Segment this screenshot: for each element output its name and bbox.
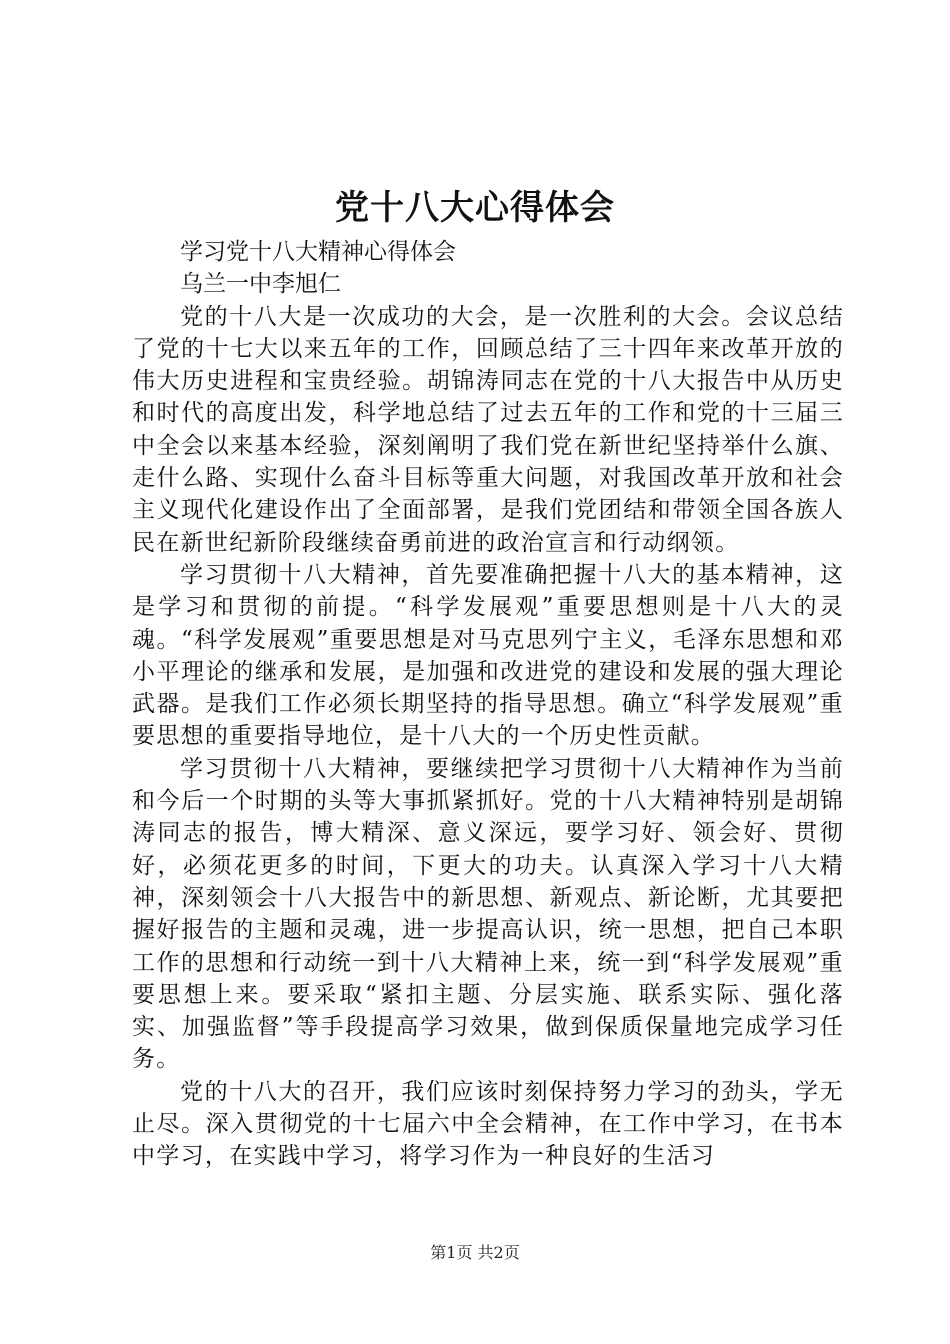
page-number-footer: 第1页 共2页 xyxy=(430,1243,520,1262)
body-paragraph-2: 学习贯彻十八大精神，首先要准确把握十八大的基本精神，这是学习和贯彻的前提。“科学发展观”重要思想则是十八大的灵魂。“科学发展观”重要思想是对马克思列宁主义，毛泽东思想和邓小平理论的继承和发展，是加强和改进党的建设和发展的强大理论武器。是我们工作必须长期坚持的指导思想。确立“科学发展观”重要思想的重要指导地位，是十八大的一个历史性贡献。 xyxy=(132,561,844,750)
document-body xyxy=(132,236,844,1173)
body-paragraph-4: 党的十八大的召开，我们应该时刻保持努力学习的劲头，学无止尽。深入贯彻党的十七届六中全会精神，在工作中学习，在书本中学习，在实践中学习，将学习作为一种良好的生活习 xyxy=(132,1078,844,1170)
body-paragraph-3: 学习贯彻十八大精神，要继续把学习贯彻十八大精神作为当前和今后一个时期的头等大事抓紧抓好。党的十八大精神特别是胡锦涛同志的报告，博大精深、意义深远，要学习好、领会好、贯彻好，必须花更多的时间，下更大的功夫。认真深入学习十八大精神，深刻领会十八大报告中的新思想、新观点、新论断，尤其要把握好报告的主题和灵魂，进一步提高认识，统一思想，把自己本职工作的思想和行动统一到十八大精神上来，统一到“科学发展观”重要思想上来。要采取“紧扣主题、分层实施、联系实际、强化落实、加强监督”等手段提高学习效果，做到保质保量地完成学习任务。 xyxy=(132,755,844,1073)
document-author: 乌兰一中李旭仁 xyxy=(180,271,341,298)
document-title: 党十八大心得体会 xyxy=(335,188,615,228)
body-paragraph-1: 党的十八大是一次成功的大会，是一次胜利的大会。会议总结了党的十七大以来五年的工作，回顾总结了三十四年来改革开放的伟大历史进程和宝贵经验。胡锦涛同志在党的十八大报告中从历史和时代的高度出发，科学地总结了过去五年的工作和党的十三届三中全会以来基本经验，深刻阐明了我们党在新世纪坚持举什么旗、走什么路、实现什么奋斗目标等重大问题，对我国改革开放和社会主义现代化建设作出了全面部署，是我们党团结和带领全国各族人民在新世纪新阶段继续奋勇前进的政治宣言和行动纲领。 xyxy=(132,303,844,556)
document-subtitle: 学习党十八大精神心得体会 xyxy=(180,239,456,265)
